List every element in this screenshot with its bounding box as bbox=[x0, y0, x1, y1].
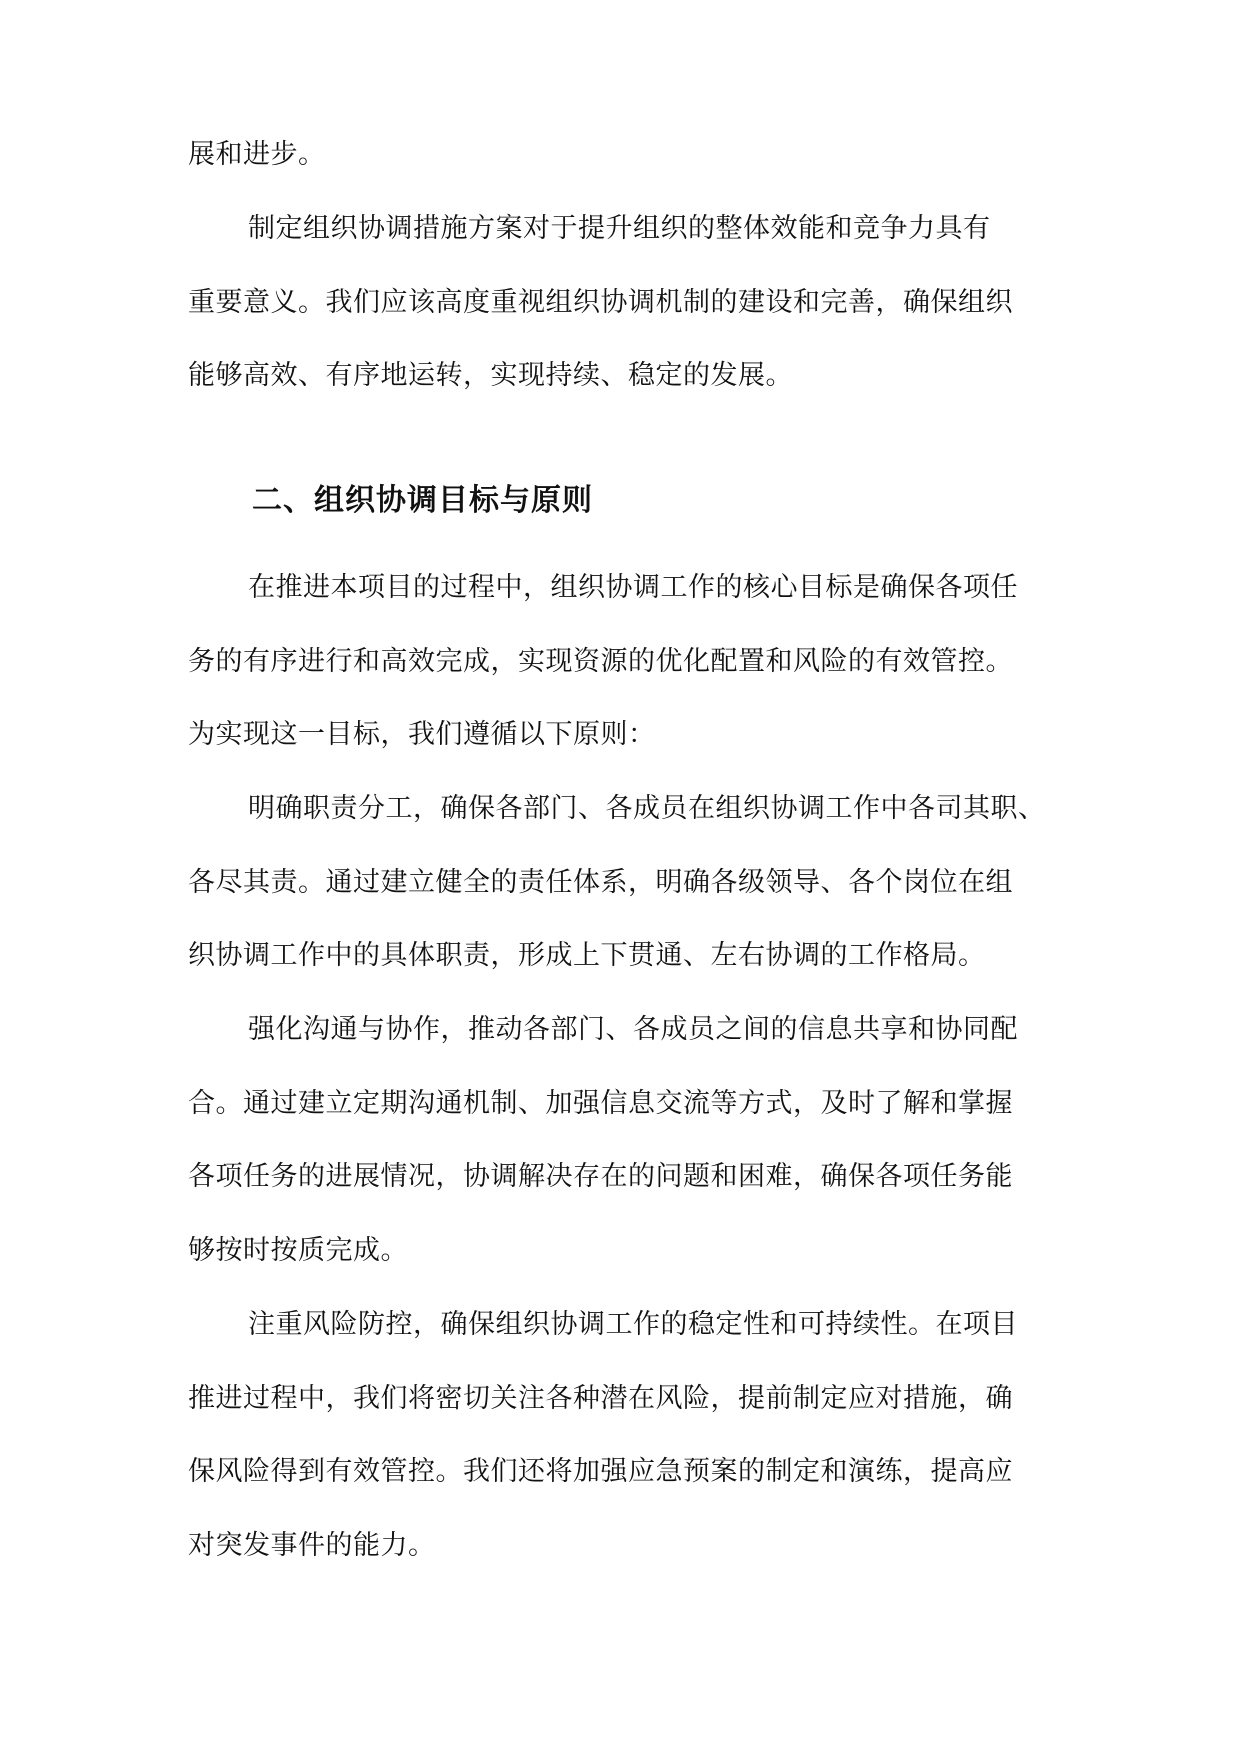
text-line: 展和进步。 bbox=[188, 139, 326, 170]
text-line: 各尽其责。通过建立健全的责任体系，明确各级领导、各个岗位在组 bbox=[188, 866, 1013, 898]
text-line: 能够高效、有序地运转，实现持续、稳定的发展。 bbox=[188, 360, 793, 392]
paragraph-responsibility bbox=[188, 772, 1058, 993]
text-line: 合。通过建立定期沟通机制、加强信息交流等方式，及时了解和掌握 bbox=[188, 1087, 1013, 1119]
paragraph-significance bbox=[188, 192, 1058, 413]
text-line: 够按时按质完成。 bbox=[188, 1234, 408, 1266]
paragraph-tail bbox=[188, 118, 1058, 192]
text-line: 务的有序进行和高效完成，实现资源的优化配置和风险的有效管控。 bbox=[188, 645, 1013, 677]
paragraph-intro bbox=[188, 551, 1058, 772]
text-line: 制定组织协调措施方案对于提升组织的整体效能和竞争力具有 bbox=[248, 213, 991, 244]
text-line: 为实现这一目标，我们遵循以下原则： bbox=[188, 719, 656, 751]
text-line: 重要意义。我们应该高度重视组织协调机制的建设和完善，确保组织 bbox=[188, 286, 1013, 318]
text-line: 注重风险防控，确保组织协调工作的稳定性和可持续性。在项目 bbox=[248, 1309, 1018, 1340]
text-line: 各项任务的进展情况，协调解决存在的问题和困难，确保各项任务能 bbox=[188, 1161, 1013, 1193]
paragraph-risk-control bbox=[188, 1288, 1058, 1582]
text-line: 推进过程中，我们将密切关注各种潜在风险，提前制定应对措施，确 bbox=[188, 1382, 1013, 1414]
text-line: 保风险得到有效管控。我们还将加强应急预案的制定和演练，提高应 bbox=[188, 1456, 1013, 1488]
paragraph-communication bbox=[188, 993, 1058, 1287]
text-line: 强化沟通与协作，推动各部门、各成员之间的信息共享和协同配 bbox=[248, 1014, 1018, 1045]
section-heading: 二、组织协调目标与原则 bbox=[252, 483, 593, 518]
text-line: 对突发事件的能力。 bbox=[188, 1529, 436, 1561]
text-line: 在推进本项目的过程中，组织协调工作的核心目标是确保各项任 bbox=[248, 572, 1018, 603]
text-line: 明确职责分工，确保各部门、各成员在组织协调工作中各司其职、 bbox=[248, 793, 1046, 824]
text-line: 织协调工作中的具体职责，形成上下贯通、左右协调的工作格局。 bbox=[188, 940, 986, 972]
